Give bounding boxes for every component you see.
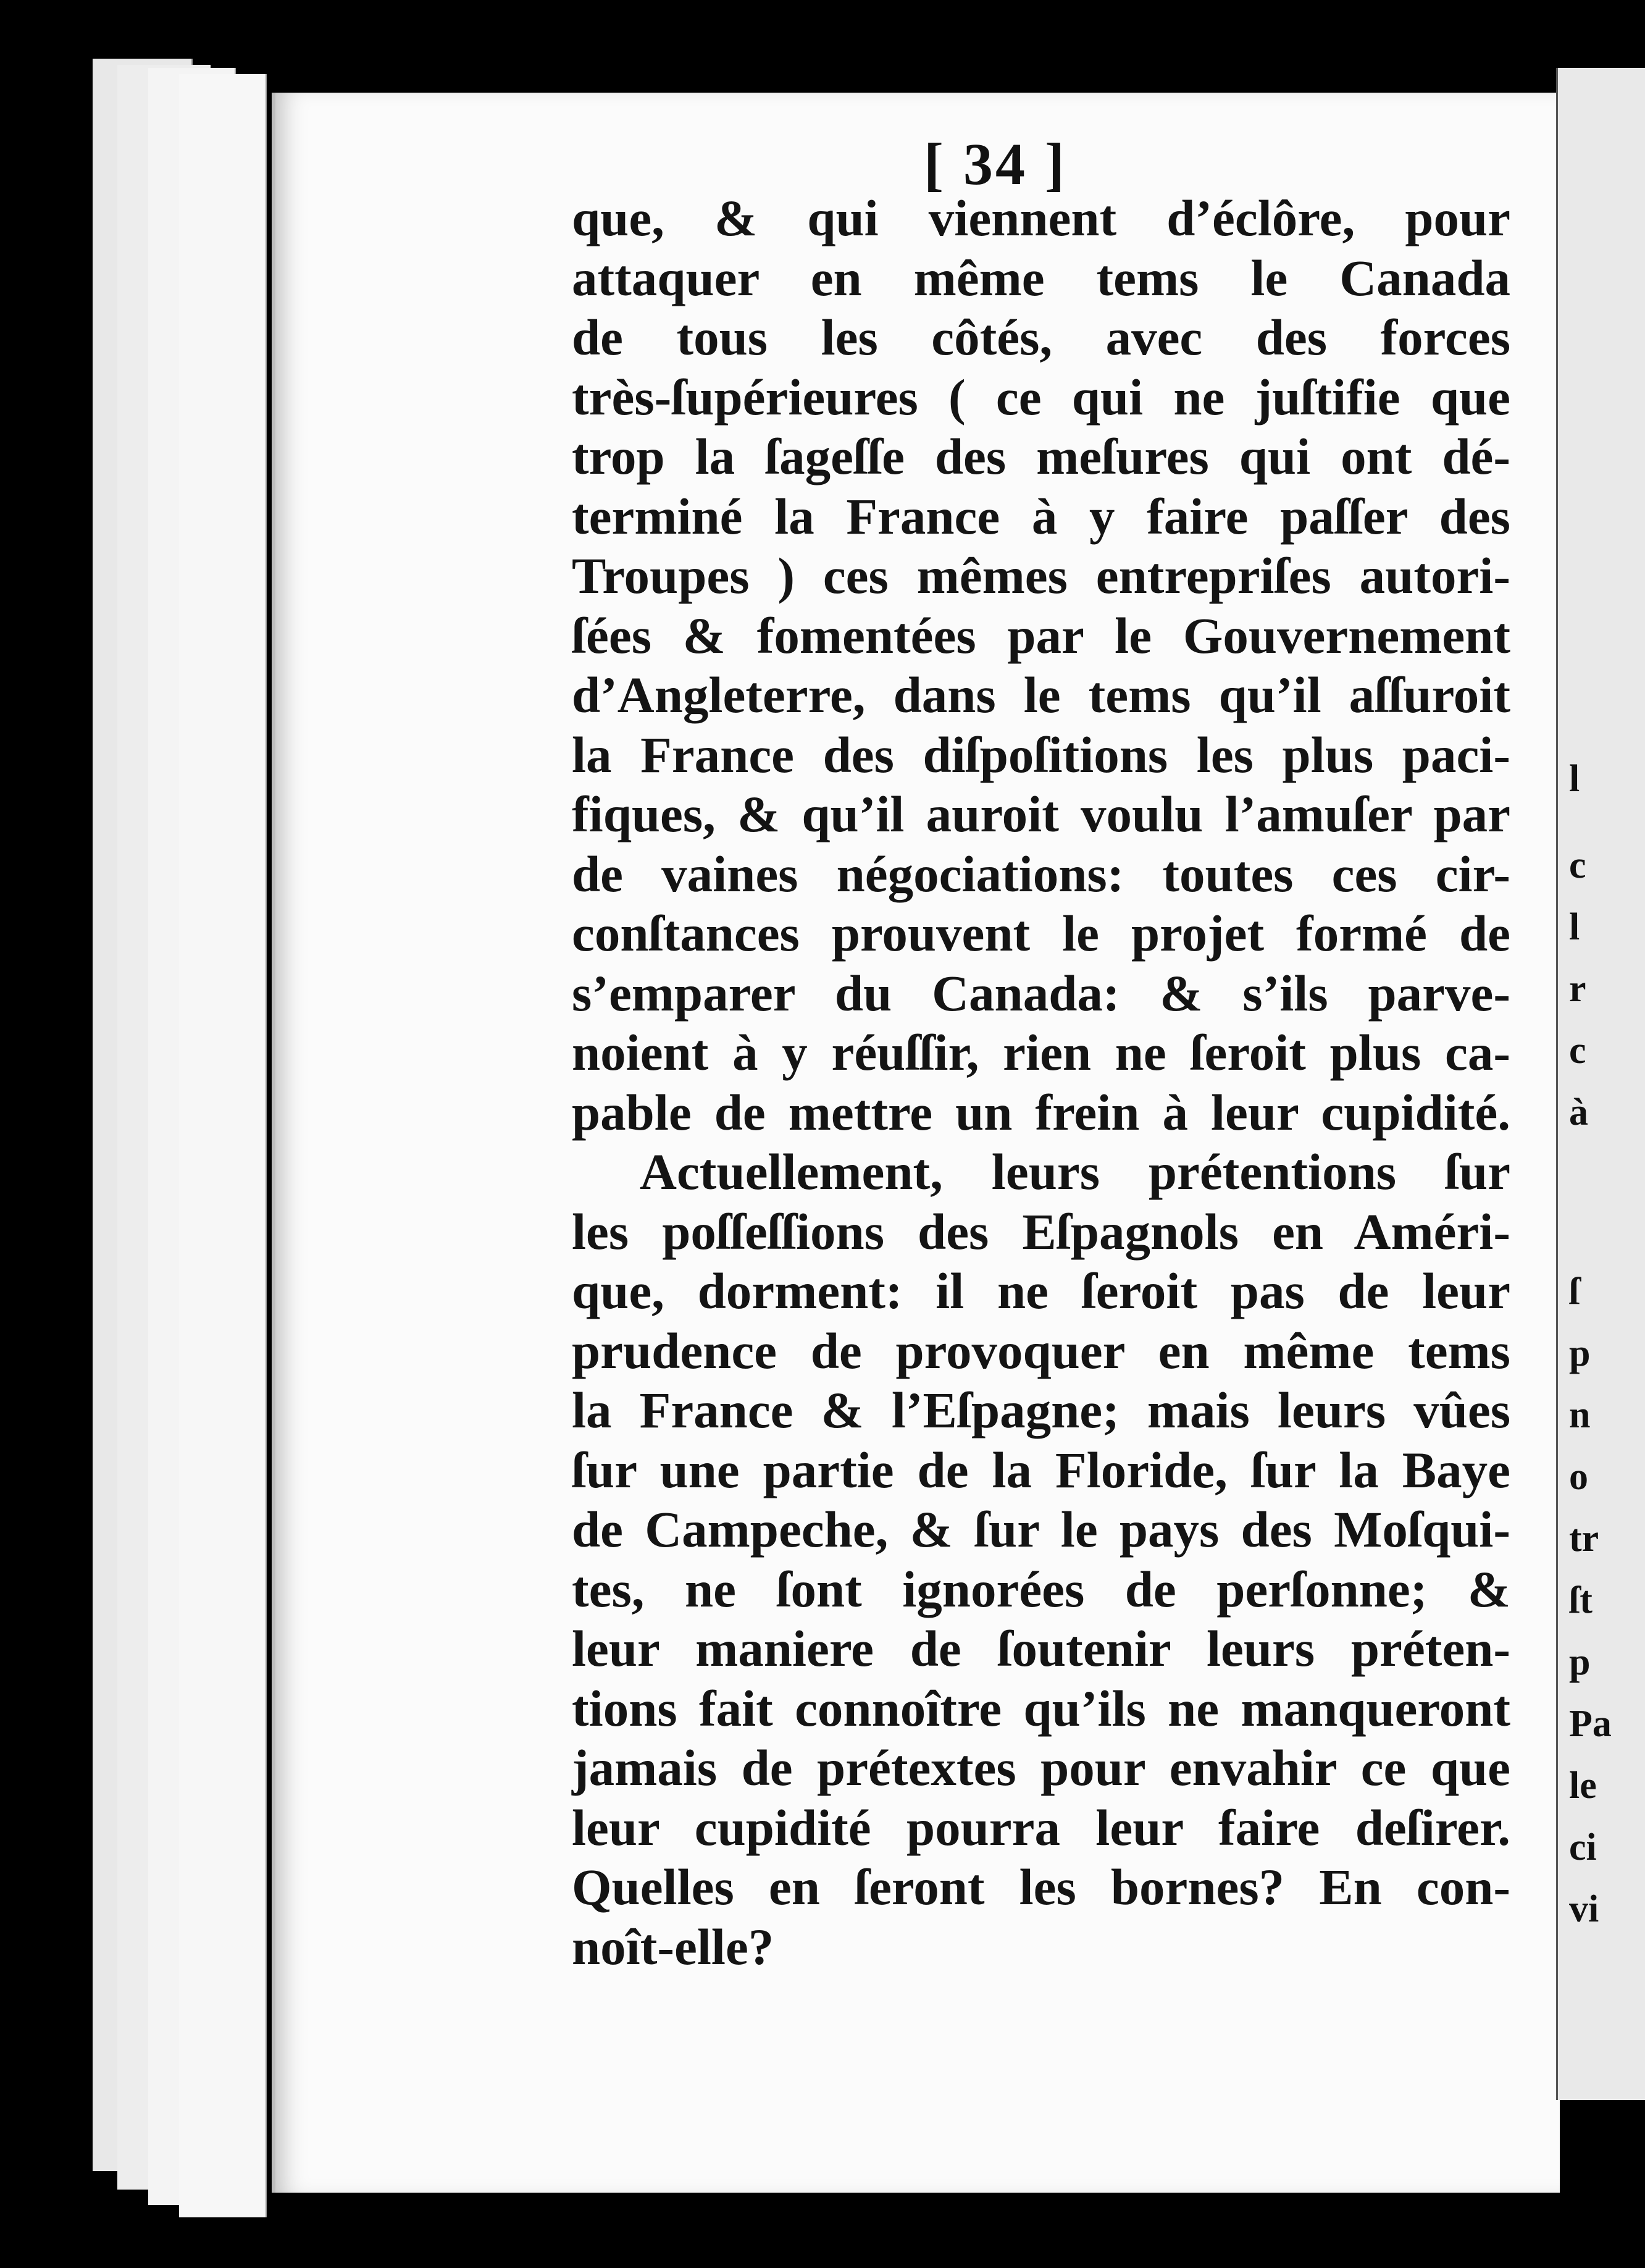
text-line: de vaines négociations: toutes ces cir- bbox=[572, 845, 1510, 902]
page-fragment: l bbox=[1569, 758, 1580, 800]
page-fragment: c bbox=[1569, 844, 1586, 886]
text-line: la France des diſpoſitions les plus paci- bbox=[572, 726, 1510, 783]
page-edge bbox=[179, 74, 267, 2217]
text-line: noît-elle? bbox=[572, 1918, 774, 1975]
page-fragment: le bbox=[1569, 1765, 1597, 1807]
page-fragment: ſ bbox=[1569, 1270, 1580, 1312]
next-page-edge bbox=[1556, 68, 1645, 2100]
book-page bbox=[272, 93, 1560, 2193]
page-fragment: p bbox=[1569, 1641, 1591, 1683]
text-line: de Campeche, & ſur le pays des Moſqui- bbox=[572, 1501, 1510, 1558]
text-line: Quelles en ſeront les bornes? En con- bbox=[572, 1858, 1510, 1915]
page-fragment: l bbox=[1569, 906, 1580, 948]
page-number: [ 34 ] bbox=[924, 131, 1067, 197]
text-line: la France & l’Eſpagne; mais leurs vûes bbox=[572, 1382, 1510, 1438]
text-line: les poſſeſſions des Eſpagnols en Améri- bbox=[572, 1203, 1510, 1260]
text-line: terminé la France à y faire paſſer des bbox=[572, 487, 1510, 545]
page-fragment: p bbox=[1569, 1332, 1591, 1374]
text-line: noient à y réuſſir, rien ne ſeroit plus ca- bbox=[572, 1024, 1510, 1081]
page-fragment: ci bbox=[1569, 1826, 1597, 1868]
page-fragment: c bbox=[1569, 1030, 1586, 1072]
text-line: leur maniere de ſoutenir leurs préten- bbox=[572, 1620, 1510, 1677]
text-line: que, & qui viennent d’éclôre, pour bbox=[572, 190, 1510, 246]
text-line: Actuellement, leurs prétentions ſur bbox=[640, 1143, 1510, 1200]
page-fragment: n bbox=[1569, 1394, 1591, 1436]
text-line: d’Angleterre, dans le tems qu’il aſſuroit bbox=[572, 666, 1510, 723]
text-line: jamais de prétextes pour envahir ce que bbox=[572, 1739, 1510, 1796]
text-line: fiques, & qu’il auroit voulu l’amuſer par bbox=[572, 786, 1510, 842]
text-line: trop la ſageſſe des meſures qui ont dé- bbox=[572, 428, 1510, 485]
text-line: s’emparer du Canada: & s’ils parve- bbox=[572, 964, 1510, 1022]
text-line: de tous les côtés, avec des forces bbox=[572, 309, 1510, 366]
text-line: prudence de provoquer en même tems bbox=[572, 1322, 1510, 1379]
text-line: ſées & fomentées par le Gouvernement bbox=[572, 607, 1510, 664]
text-line: leur cupidité pourra leur faire deſirer. bbox=[572, 1799, 1510, 1856]
text-line: que, dorment: il ne ſeroit pas de leur bbox=[572, 1262, 1510, 1319]
body-text bbox=[572, 188, 1510, 1976]
text-line: pable de mettre un frein à leur cupidité. bbox=[572, 1083, 1510, 1141]
page-fragment: vi bbox=[1569, 1888, 1599, 1930]
text-line: Troupes ) ces mêmes entrepriſes autori- bbox=[572, 547, 1510, 604]
page-fragment: o bbox=[1569, 1456, 1588, 1498]
page-fragment: tr bbox=[1569, 1518, 1599, 1560]
page-fragment: ſt bbox=[1569, 1579, 1593, 1621]
text-line: attaquer en même tems le Canada bbox=[572, 249, 1510, 306]
page-fragment: Pa bbox=[1569, 1703, 1612, 1745]
text-line: ſur une partie de la Floride, ſur la Baye bbox=[572, 1441, 1510, 1498]
text-line: tions fait connoître qu’ils ne manqueront bbox=[572, 1679, 1510, 1737]
text-line: très-ſupérieures ( ce qui ne juſtifie que bbox=[572, 368, 1510, 426]
text-line: conſtances prouvent le projet formé de bbox=[572, 905, 1510, 962]
page-fragment: à bbox=[1569, 1091, 1588, 1133]
text-line: tes, ne ſont ignorées de perſonne; & bbox=[572, 1560, 1510, 1618]
page-fragment: r bbox=[1569, 968, 1586, 1010]
